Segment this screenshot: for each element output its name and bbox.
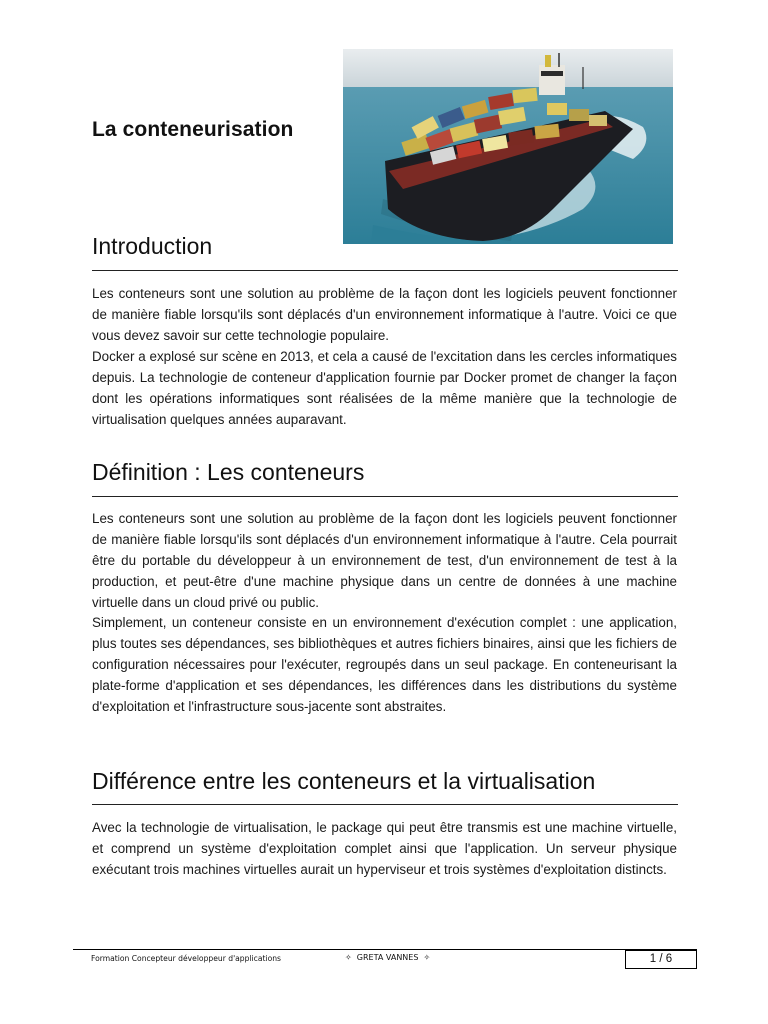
section-divider [92, 496, 678, 497]
footer-divider [73, 949, 697, 950]
paragraph: Simplement, un conteneur consiste en un environnement d'exécution complet : une application, plus toutes ses dépendances, ses bibliothèques et autres fichiers binaires, ainsi que les fichiers de configuration nécessaires pour l'exécuter, regroupés dans un seul package. En conteneurisant la plate-forme d'application et ses dépendances, les différences dans les distributions du système d'exploitation et l'infrastructure sous-jacente sont abstraites. [92, 615, 677, 714]
paragraph: Les conteneurs sont une solution au problème de la façon dont les logiciels peuvent fonctionner de manière fiable lorsqu'ils sont déplacés d'un environnement informatique à l'autre. Cela pourrait être du portable du développeur à un environnement de test, d'un environnement de test à la production, et peut-être d'une machine physique dans un centre de données à une machine virtuelle dans un cloud privé ou public. [92, 511, 677, 610]
paragraph: Avec la technologie de virtualisation, le package qui peut être transmis est une machine virtuelle, et comprend un système d'exploitation complet ainsi que l'application. Un serveur physique exécutant trois machines virtuelles aurait un hyperviseur et trois systèmes d'exploitation distincts. [92, 820, 677, 877]
container-ship-image [343, 49, 673, 244]
paragraph: Docker a explosé sur scène en 2013, et cela a causé de l'excitation dans les cercles informatiques depuis. La technologie de conteneur d'application fournie par Docker promet de changer la façon dont les opérations informatiques sont réalisées de la même manière que la technologie de virtualisation quelques années auparavant. [92, 349, 677, 427]
page-number: 1 / 6 [625, 950, 697, 969]
section-divider [92, 270, 678, 271]
footer-organization: ✧ GRETA VANNES ✧ [345, 953, 431, 962]
section-heading-difference: Différence entre les conteneurs et la virtualisation [92, 768, 596, 794]
paragraph: Les conteneurs sont une solution au problème de la façon dont les logiciels peuvent fonctionner de manière fiable lorsqu'ils sont déplacés d'un environnement informatique à l'autre. Voici ce que vous devez savoir sur cette technologie populaire. [92, 286, 677, 343]
footer-course-name: Formation Concepteur développeur d'applications [91, 954, 281, 963]
section-heading-introduction: Introduction [92, 233, 213, 259]
section-divider [92, 804, 678, 805]
document-title: La conteneurisation [92, 118, 294, 141]
section-heading-definition: Définition : Les conteneurs [92, 459, 365, 485]
